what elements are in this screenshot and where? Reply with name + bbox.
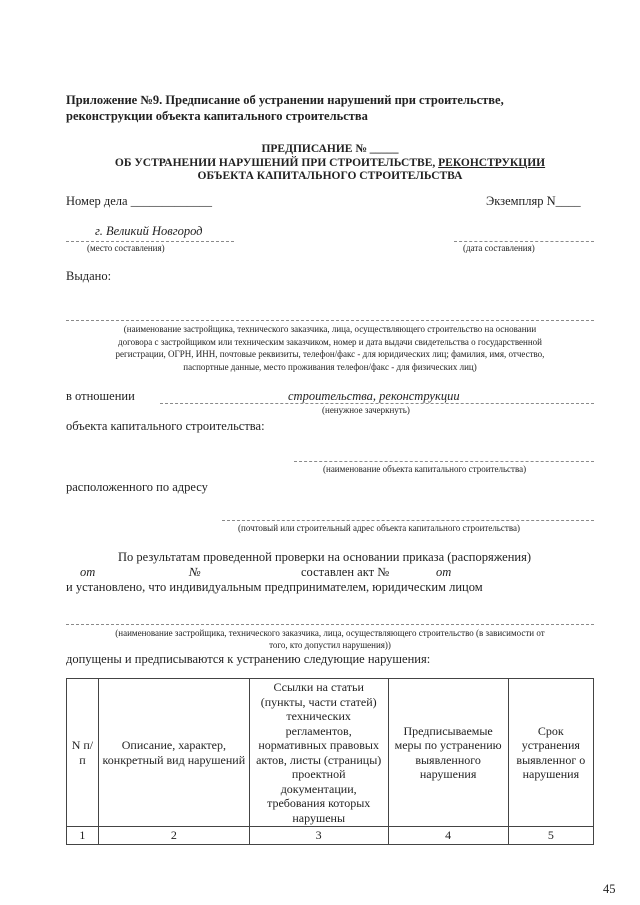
- table-row: [67, 827, 594, 845]
- copy-number: Экземпляр N____: [486, 194, 581, 208]
- object-label: объекта капитального строительства:: [66, 419, 265, 433]
- place-value: г. Великий Новгород: [95, 224, 203, 238]
- violations-label: допущены и предписываются к устранению следующие нарушения:: [66, 652, 431, 666]
- issuer-caption-line3: регистрации, ОГРН, ИНН, почтовые реквизиты, телефон/факс - для юридических лиц; фамилия, имя, отчество,: [115, 349, 545, 359]
- place-line: [66, 241, 234, 242]
- issuer-caption-line2: договора с застройщиком или техническим заказчиком, номер и дата выдачи свидетельства о государственной: [118, 336, 542, 347]
- object-line: [294, 461, 594, 462]
- violations-table: [66, 678, 594, 845]
- object-caption: (наименование объекта капитального строительства): [323, 464, 527, 474]
- inspection-line1: По результатам проведенной проверки на основании приказа (распоряжения): [118, 550, 532, 564]
- col-number-2: 2: [98, 827, 249, 845]
- subtitle-underlined: РЕКОНСТРУКЦИИ: [438, 156, 546, 169]
- inspection-number: №: [189, 565, 201, 579]
- inspection-line3: и установлено, что индивидуальным предпринимателем, юридическим лицом: [66, 580, 483, 594]
- appendix-title-line1: Приложение №9. Предписание об устранении нарушений при строительстве,: [66, 93, 504, 107]
- inspection-from2: от: [436, 565, 452, 579]
- inspection-act: составлен акт №: [301, 565, 390, 579]
- case-number-blank: _____________: [130, 194, 212, 208]
- col-number-5: 5: [508, 827, 593, 845]
- col-number-3: 3: [249, 827, 388, 845]
- regarding-value: строительства, реконструкции: [288, 389, 460, 403]
- regarding-line: [160, 403, 594, 404]
- issuer-line: [66, 320, 594, 321]
- col-number-4: 4: [388, 827, 508, 845]
- prescription-number-title: ПРЕДПИСАНИЕ № _____: [261, 143, 399, 155]
- date-line: [454, 241, 594, 242]
- date-caption: (дата составления): [463, 243, 535, 253]
- header-measures: Предписываемые меры по устранению выявленного нарушения: [388, 679, 508, 827]
- issuer-caption-line1: (наименование застройщика, технического заказчика, лица, осуществляющего строительство на основании: [123, 324, 537, 334]
- address-label: расположенного по адресу: [66, 480, 208, 494]
- prescription-subtitle-line3: ОБЪЕКТА КАПИТАЛЬНОГО СТРОИТЕЛЬСТВА: [197, 170, 463, 182]
- issuer-caption-line4: паспортные данные, место проживания телефон/факс - для физических лиц): [183, 361, 477, 372]
- regarding-caption: (ненужное зачеркнуть): [322, 405, 410, 415]
- inspection-from1: от: [80, 565, 96, 579]
- subtitle-prefix: ОБ УСТРАНЕНИИ НАРУШЕНИЙ ПРИ СТРОИТЕЛЬСТВЕ,: [114, 156, 439, 169]
- issuer-caption: [66, 323, 594, 373]
- address-line: [222, 520, 594, 521]
- case-number-label: Номер дела: [66, 194, 128, 208]
- header-number: N п/ п: [67, 679, 99, 827]
- developer-caption: [66, 627, 594, 651]
- regarding-label: в отношении: [66, 389, 135, 403]
- appendix-title-line2: реконструкции объекта капитального строительства: [66, 109, 368, 123]
- developer-line: [66, 624, 594, 625]
- prescription-subtitle: [66, 157, 594, 171]
- address-caption: (почтовый или строительный адрес объекта капитального строительства): [238, 523, 520, 533]
- appendix-title: [66, 92, 596, 124]
- header-deadline: Срок устранения выявленног о нарушения: [508, 679, 593, 827]
- page-number: 45: [603, 882, 616, 896]
- prescription-header: [66, 143, 594, 184]
- issued-label: Выдано:: [66, 269, 112, 283]
- header-references: Ссылки на статьи (пункты, части статей) технических регламентов, нормативных правовых актов, листы (страницы) проектной документации, требования которых нарушены: [249, 679, 388, 827]
- developer-caption-line2: того, кто допустил нарушения)): [269, 640, 391, 650]
- header-description: Описание, характер, конкретный вид нарушений: [98, 679, 249, 827]
- place-caption: (место составления): [87, 243, 165, 253]
- case-number-row: [66, 194, 212, 209]
- developer-caption-line1: (наименование застройщика, технического заказчика, лица, осуществляющего строительство (в зависимости от: [115, 628, 545, 638]
- col-number-1: 1: [67, 827, 99, 845]
- table-header-row: [67, 679, 594, 827]
